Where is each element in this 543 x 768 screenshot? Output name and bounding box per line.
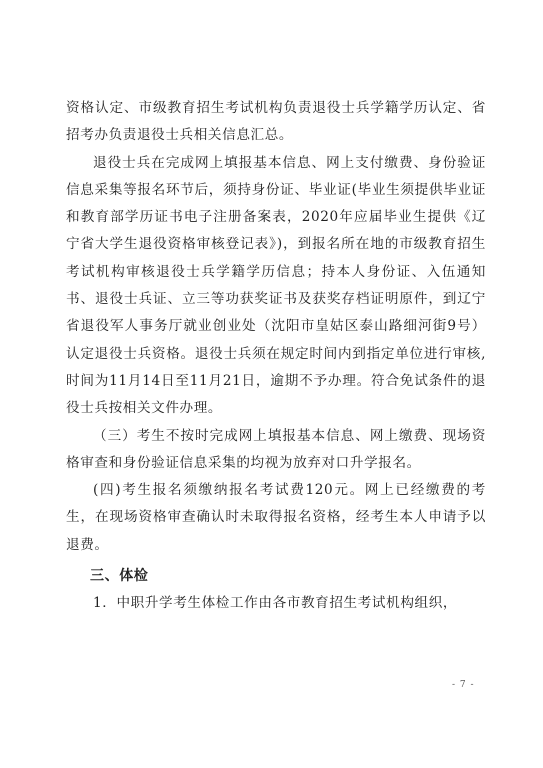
paragraph-item-three: （三）考生不按时完成网上填报基本信息、网上缴费、现场资格审查和身份验证信息采集的均视为放弃对口升学报名。 (66, 427, 486, 471)
section-heading-physical-exam: 三、体检 (90, 568, 149, 585)
paragraph-continuation: 资格认定、市级教育招生考试机构负责退役士兵学籍学历认定、省招考办负责退役士兵相关信息汇总。 (66, 100, 486, 144)
page-number: - 7 - (452, 680, 475, 690)
paragraph-veteran-registration: 退役士兵在完成网上填报基本信息、网上支付缴费、身份验证信息采集等报名环节后，须持身份证、毕业证(毕业生须提供毕业证和教育部学历证书电子注册备案表，2020年应届毕业生提供《辽宁省大学生退役资格审核登记表》)，到报名所在地的市级教育招生考试机构审核退役士兵学籍学历信息；持本人身份证、入伍通知书、退役士兵证、立三等功获奖证书及获奖存档证明原件，到辽宁省退役军人事务厅就业创业处（沈阳市皇姑区泰山路细河街9号）认定退役士兵资格。退役士兵须在规定时间内到指定单位进行审核,时间为11月14日至11月21日，逾期不予办理。符合免试条件的退役士兵按相关文件办理。 (66, 154, 486, 417)
paragraph-physical-exam-1: 1．中职升学考生体检工作由各市教育招生考试机构组织， (93, 595, 458, 612)
document-body (66, 95, 486, 618)
paragraph-item-four: (四)考生报名须缴纳报名考试费120元。网上已经缴费的考生，在现场资格审查确认时未取得报名资格，经考生本人申请予以退费。 (66, 482, 486, 553)
